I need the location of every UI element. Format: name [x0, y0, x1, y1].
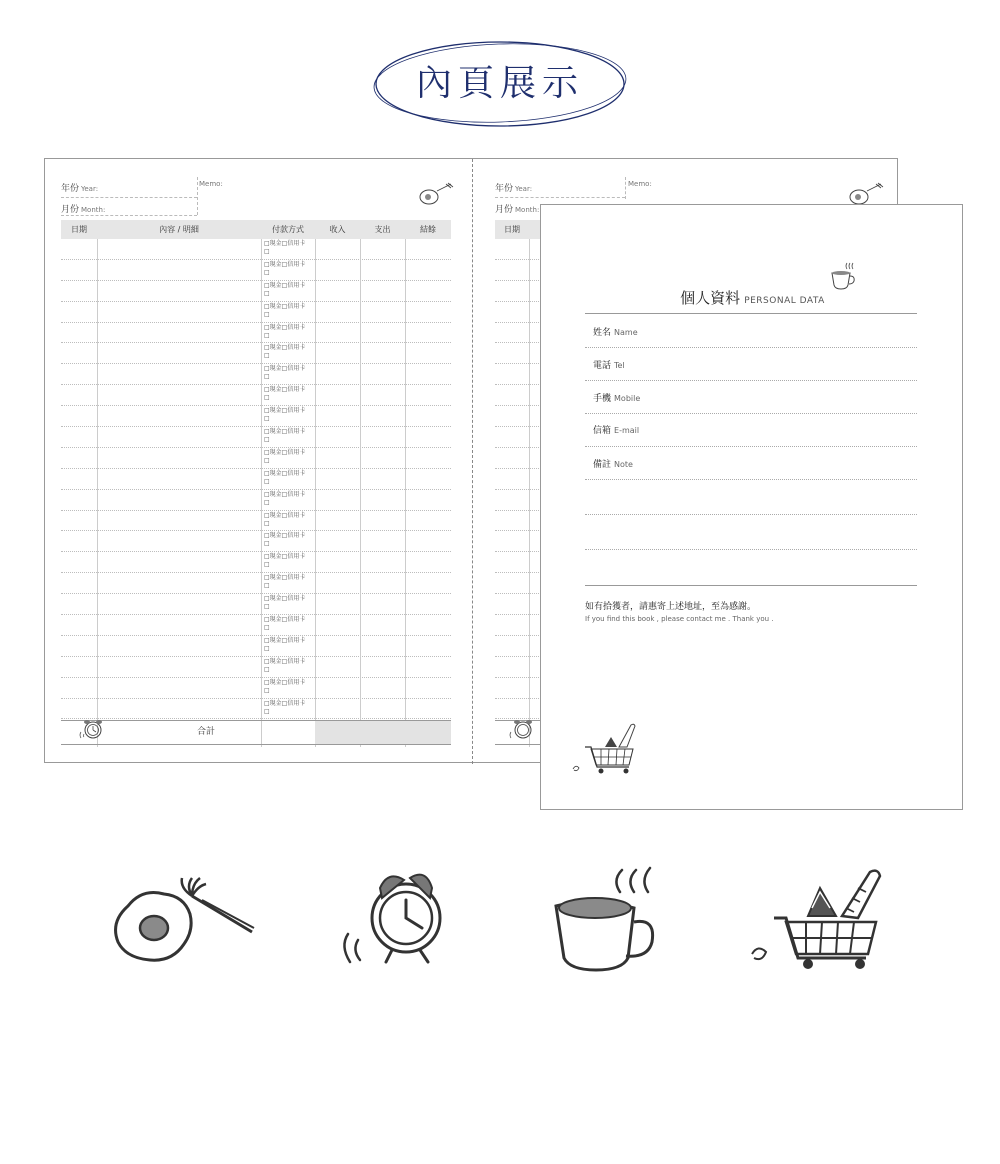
ledger-row: [61, 406, 451, 427]
payment-extra-box: □: [264, 624, 270, 632]
payment-option-text: □現金□信用卡: [264, 595, 306, 603]
payment-extra-box: □: [264, 561, 270, 569]
ledger-table: [61, 220, 451, 719]
ledger-col-divider: [261, 239, 262, 747]
ledger-row: [61, 469, 451, 490]
col-payment: 付款方式: [272, 225, 304, 234]
payment-extra-box: □: [264, 373, 270, 381]
lost-notice-cn: 如有拾獲者，請惠寄上述地址，至為感謝。: [585, 602, 757, 612]
lost-notice-en: If you find this book , please contact me . Thank you .: [585, 615, 774, 623]
title-badge: [372, 36, 628, 132]
ledger-col-divider: [315, 239, 316, 747]
payment-extra-box: □: [264, 310, 270, 318]
payment-checkboxes: [264, 386, 305, 402]
ledger-row: [61, 511, 451, 532]
payment-checkboxes: [264, 637, 305, 653]
payment-checkboxes: [264, 261, 305, 277]
total-label: 合計: [196, 727, 215, 737]
payment-option-text: □現金□信用卡: [264, 428, 306, 436]
ledger-row: [61, 448, 451, 469]
payment-option-text: □現金□信用卡: [264, 574, 306, 582]
payment-checkboxes: [264, 428, 305, 444]
payment-option-text: □現金□信用卡: [264, 344, 306, 352]
col-date: 日期: [71, 225, 87, 234]
payment-checkboxes: [264, 407, 305, 423]
total-shade: [315, 721, 451, 744]
payment-extra-box: □: [264, 686, 270, 694]
field-tel: 電話 Tel: [593, 361, 625, 371]
ledger-row: [61, 427, 451, 448]
ledger-header: [61, 220, 451, 239]
payment-option-text: □現金□信用卡: [264, 532, 306, 540]
payment-checkboxes: [264, 240, 305, 256]
payment-checkboxes: [264, 512, 305, 528]
payment-extra-box: □: [264, 394, 270, 402]
right-year-label: 年份 Year:: [495, 184, 533, 194]
year-line: [61, 197, 197, 198]
payment-extra-box: □: [264, 603, 270, 611]
payment-checkboxes: [264, 616, 305, 632]
year-label: 年份 Year:: [61, 184, 99, 194]
ledger-row: [61, 364, 451, 385]
payment-checkboxes: [264, 532, 305, 548]
month-label: 月份 Month:: [61, 205, 106, 215]
payment-option-text: □現金□信用卡: [264, 616, 306, 624]
payment-checkboxes: [264, 700, 305, 716]
ledger-row: [61, 239, 451, 260]
payment-option-text: □現金□信用卡: [264, 260, 306, 268]
ledger-row: [61, 636, 451, 657]
payment-extra-box: □: [264, 352, 270, 360]
payment-checkboxes: [264, 491, 305, 507]
payment-option-text: □現金□信用卡: [264, 365, 306, 373]
payment-extra-box: □: [264, 582, 270, 590]
small-cart-icon: [571, 721, 643, 777]
payment-checkboxes: [264, 282, 305, 298]
spread-fold-line: [472, 159, 473, 764]
payment-option-text: □現金□信用卡: [264, 511, 306, 519]
ledger-rows: [61, 239, 451, 719]
notice-rule: [585, 585, 917, 586]
payment-checkboxes: [264, 658, 305, 674]
payment-option-text: □現金□信用卡: [264, 323, 306, 331]
right-col-date: 日期: [504, 225, 520, 234]
payment-option-text: □現金□信用卡: [264, 657, 306, 665]
payment-option-text: □現金□信用卡: [264, 469, 306, 477]
right-memo-divider: [625, 177, 626, 199]
month-line: [61, 215, 197, 216]
payment-checkboxes: [264, 324, 305, 340]
col-income: 收入: [329, 225, 346, 234]
fried-egg-fork-icon: [108, 866, 264, 968]
payment-checkboxes: [264, 574, 305, 590]
payment-extra-box: □: [264, 289, 270, 297]
col-expense: 支出: [374, 225, 391, 234]
payment-extra-box: □: [264, 707, 270, 715]
col-balance: 結餘: [420, 225, 436, 234]
payment-extra-box: □: [264, 436, 270, 444]
personal-data-card: [540, 204, 963, 810]
payment-checkboxes: [264, 303, 305, 319]
coffee-cup-icon: [552, 862, 662, 974]
memo-label: Memo:: [199, 180, 223, 188]
dotted-line: [585, 549, 917, 550]
payment-extra-box: □: [264, 498, 270, 506]
payment-extra-box: □: [264, 331, 270, 339]
ledger-col-divider: [97, 239, 98, 747]
dotted-line: [585, 380, 917, 381]
ledger-row: [61, 385, 451, 406]
ledger-row: [61, 657, 451, 678]
dotted-line: [585, 514, 917, 515]
field-email: 信箱 E-mail: [593, 426, 640, 436]
ledger-row: [61, 323, 451, 344]
ledger-row: [61, 260, 451, 281]
field-note: 備註 Note: [593, 460, 633, 470]
payment-option-text: □現金□信用卡: [264, 281, 306, 289]
page-title: 內頁展示: [415, 63, 584, 104]
small-clock-icon: [77, 716, 107, 742]
payment-checkboxes: [264, 470, 305, 486]
payment-option-text: □現金□信用卡: [264, 553, 306, 561]
ledger-row: [61, 615, 451, 636]
payment-extra-box: □: [264, 456, 270, 464]
payment-option-text: □現金□信用卡: [264, 240, 306, 247]
ledger-row: [61, 302, 451, 323]
payment-checkboxes: [264, 344, 305, 360]
dotted-line: [585, 446, 917, 447]
payment-option-text: □現金□信用卡: [264, 699, 306, 707]
right-small-clock-icon: [507, 716, 537, 742]
payment-option-text: □現金□信用卡: [264, 636, 306, 644]
payment-option-text: □現金□信用卡: [264, 407, 306, 415]
payment-option-text: □現金□信用卡: [264, 386, 306, 394]
title-rule: [585, 313, 917, 314]
ledger-row: [61, 490, 451, 511]
right-col-divider: [529, 239, 530, 747]
field-mobile: 手機 Mobile: [593, 394, 641, 404]
payment-extra-box: □: [264, 477, 270, 485]
ledger-total-row: [61, 720, 451, 745]
small-egg-icon: [417, 181, 457, 207]
right-year-line: [495, 197, 625, 198]
ledger-row: [61, 678, 451, 699]
ledger-col-divider: [360, 239, 361, 747]
ledger-col-divider: [405, 239, 406, 747]
col-details: 內容 / 明細: [159, 225, 199, 234]
right-month-label: 月份 Month:: [495, 205, 540, 215]
field-name: 姓名 Name: [593, 328, 638, 338]
memo-divider: [197, 177, 198, 215]
payment-option-text: □現金□信用卡: [264, 678, 306, 686]
payment-option-text: □現金□信用卡: [264, 448, 306, 456]
payment-checkboxes: [264, 365, 305, 381]
payment-checkboxes: [264, 679, 305, 695]
right-memo-label: Memo:: [628, 180, 652, 188]
payment-extra-box: □: [264, 268, 270, 276]
payment-option-text: □現金□信用卡: [264, 302, 306, 310]
payment-checkboxes: [264, 449, 305, 465]
shopping-cart-icon: [746, 866, 888, 970]
payment-option-text: □現金□信用卡: [264, 490, 306, 498]
personal-data-title: 個人資料 PERSONAL DATA: [680, 289, 825, 307]
payment-checkboxes: [264, 595, 305, 611]
dotted-line: [585, 347, 917, 348]
ledger-row: [61, 573, 451, 594]
payment-extra-box: □: [264, 665, 270, 673]
ledger-row: [61, 552, 451, 573]
dotted-line: [585, 413, 917, 414]
payment-extra-box: □: [264, 644, 270, 652]
ledger-row: [61, 594, 451, 615]
alarm-clock-icon: [338, 866, 458, 970]
ledger-row: [61, 531, 451, 552]
ledger-row: [61, 699, 451, 720]
payment-extra-box: □: [264, 540, 270, 548]
payment-extra-box: □: [264, 519, 270, 527]
payment-extra-box: □: [264, 248, 270, 255]
ledger-row: [61, 343, 451, 364]
payment-extra-box: □: [264, 415, 270, 423]
payment-checkboxes: [264, 553, 305, 569]
ledger-row: [61, 281, 451, 302]
dotted-line: [585, 479, 917, 480]
